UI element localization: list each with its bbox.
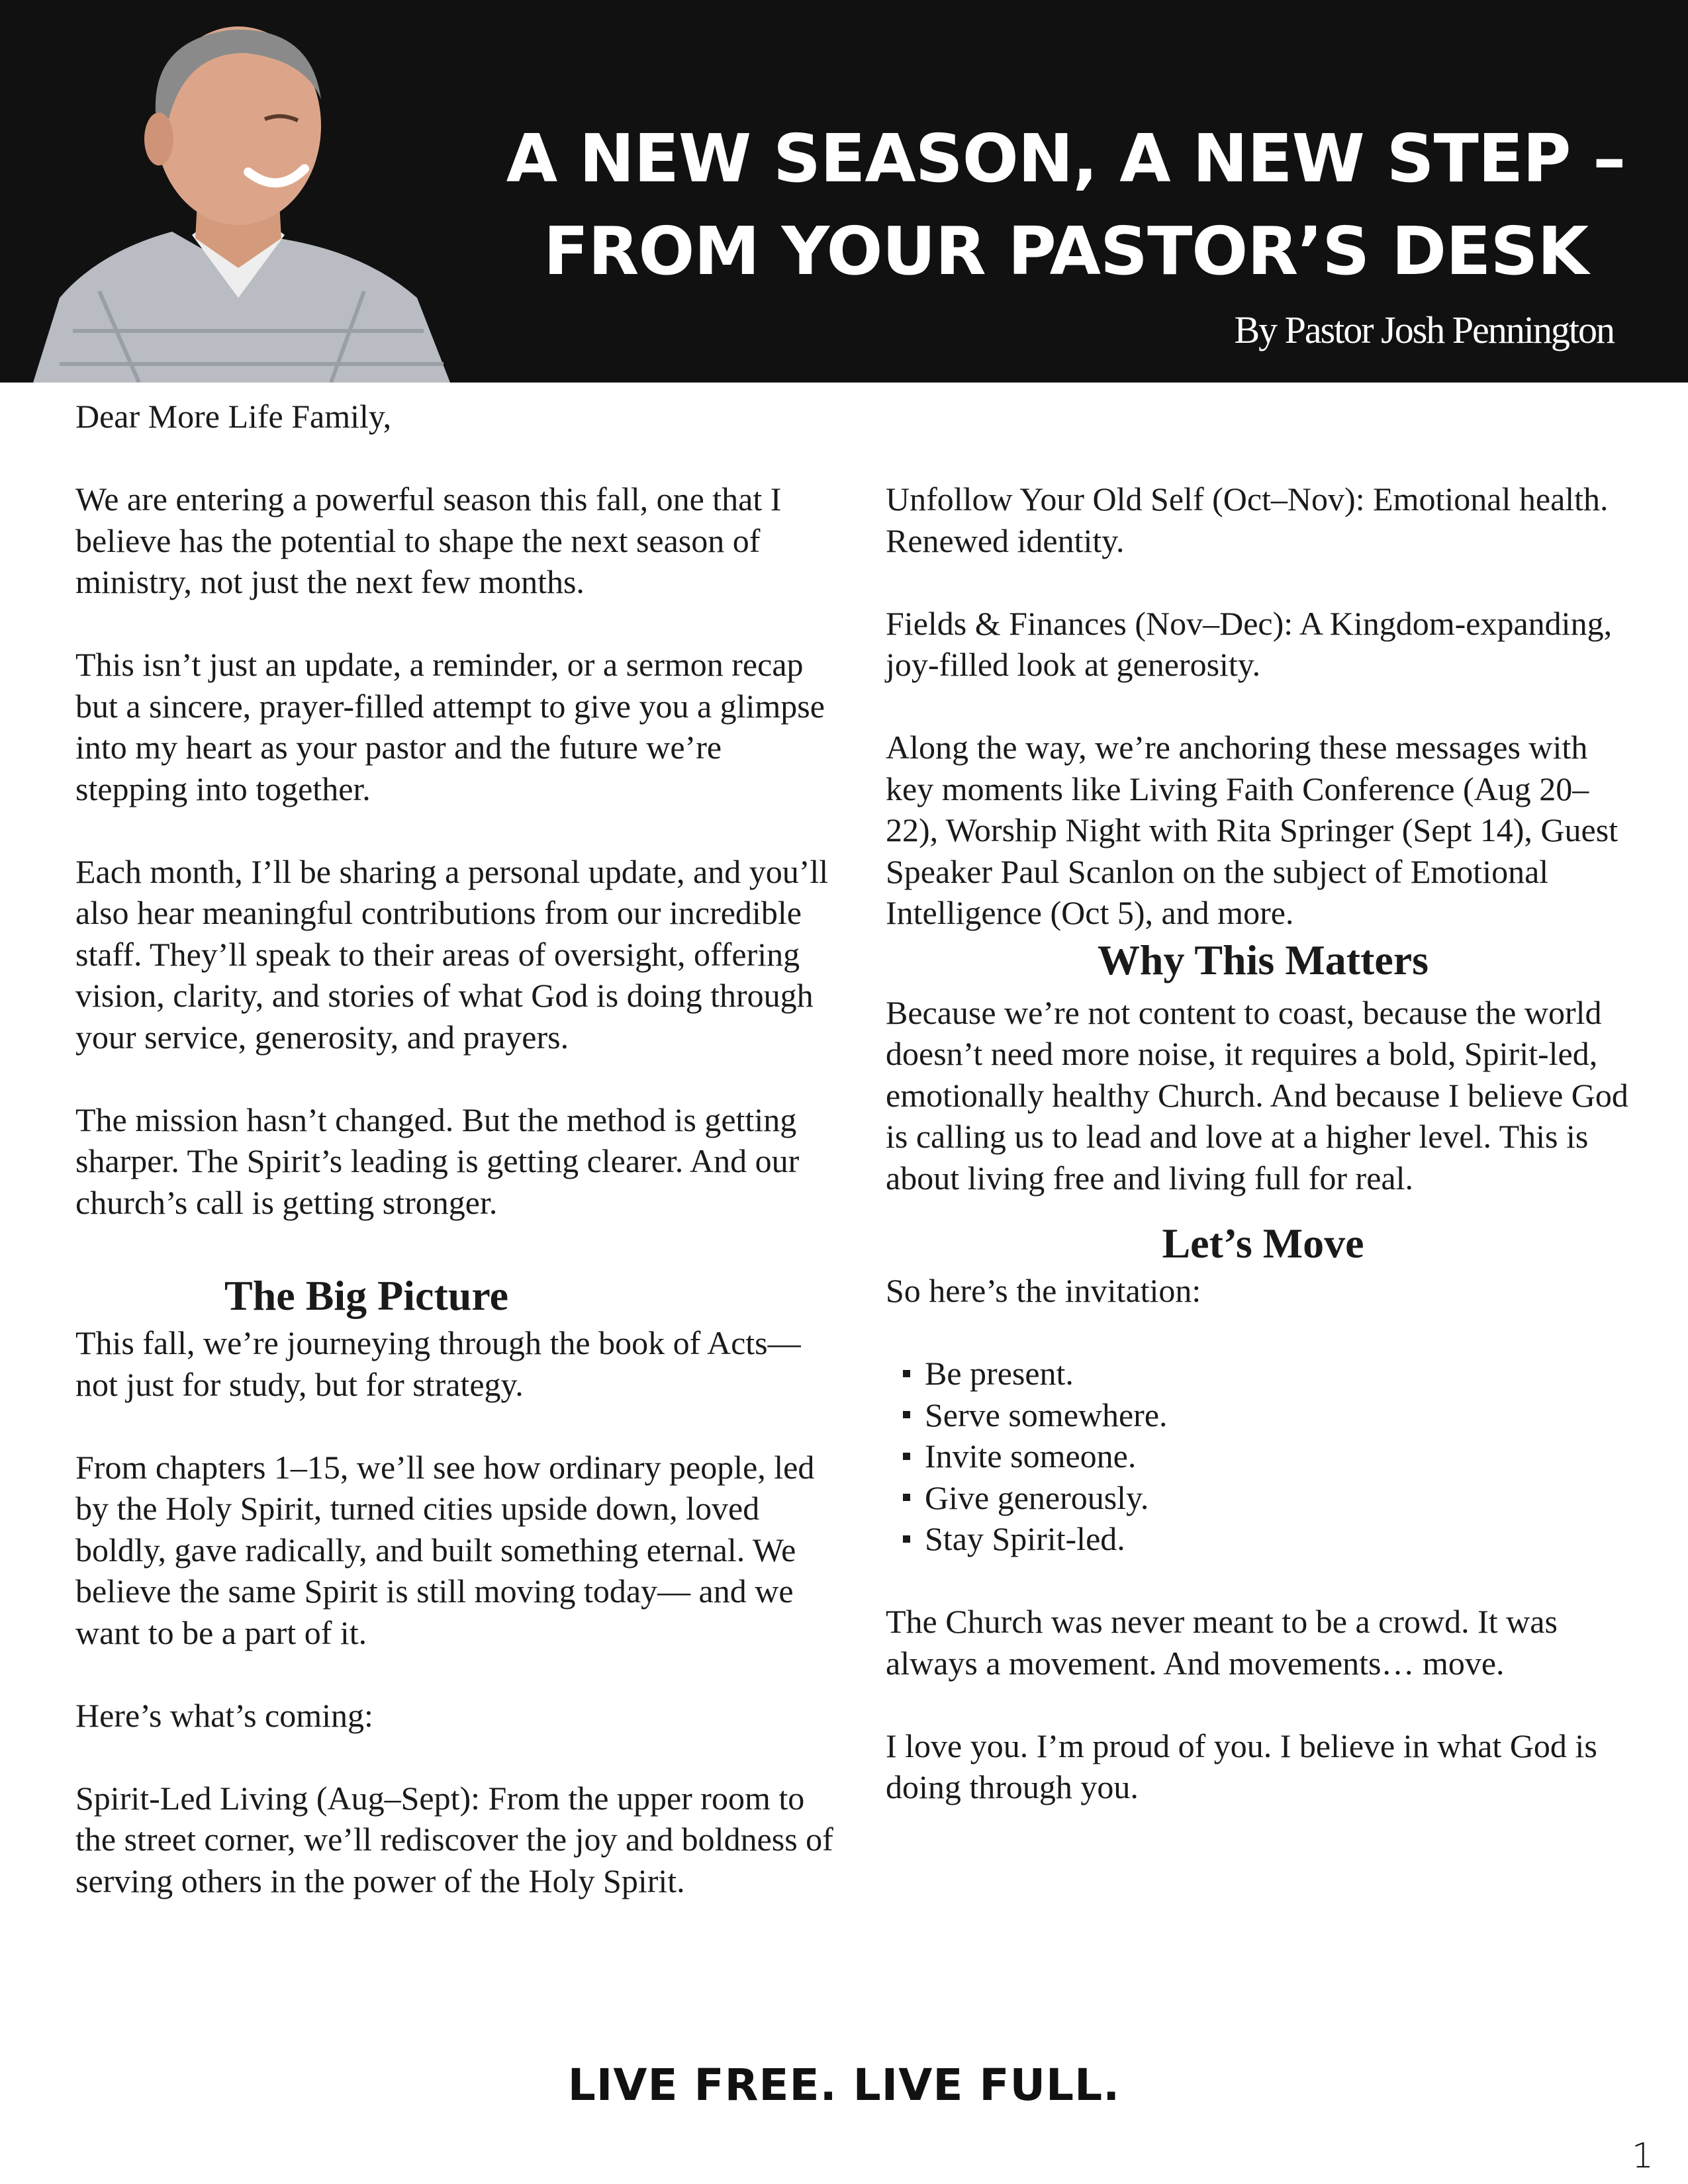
paragraph: Fields & Finances (Nov–Dec): A Kingdom-expanding, joy-filled look at generosity. [886,604,1613,683]
author-byline: By Pastor Josh Pennington [1234,308,1614,351]
section-heading-lets-move: Let’s Move [1162,1220,1364,1267]
list-item [886,1477,1640,1519]
page-number: 1 [1631,2136,1654,2176]
paragraph: Here’s what’s coming: [75,1696,373,1734]
section-heading-why-this-matters: Why This Matters [1097,936,1429,983]
list-item-text: Give generously. [925,1479,1149,1516]
footer-tagline: LIVE FREE. LIVE FULL. [567,2060,1121,2111]
square-bullet-icon [903,1411,910,1418]
paragraph: Each month, I’ll be sharing a personal update, and you’ll also hear meaningful contributions from our incredible staff. They’ll speak to their areas of oversight, offering vision, clarity, and stories of what God is doing through your service, generosity, and prayers. [75,852,829,1056]
square-bullet-icon [903,1370,910,1377]
paragraph: This isn’t just an update, a reminder, or a sermon recap but a sincere, prayer-filled attempt to give you a glimpse into my heart as your pastor and the future we’re stepping into together. [75,646,825,807]
paragraph: Because we’re not content to coast, because the world doesn’t need more noise, it requires a bold, Spirit-led, emotionally healthy Church. And because I believe God is calling us to lead and love at a higher level. This is about living free and living full for real. [886,993,1628,1197]
list-item [886,1435,1640,1477]
page-title-line-1: A NEW SEASON, A NEW STEP – [506,120,1626,197]
list-item [886,1394,1640,1436]
left-column [75,478,837,1943]
paragraph: The mission hasn’t changed. But the method is getting sharper. The Spirit’s leading is getting clearer. And our church’s call is getting stronger. [75,1101,800,1221]
square-bullet-icon [903,1453,910,1460]
paragraph: The Church was never meant to be a crowd. It was always a movement. And movements… move. [886,1603,1558,1682]
letter-salutation: Dear More Life Family, [75,398,392,435]
right-column [886,478,1640,1849]
list-item [886,1518,1640,1560]
square-bullet-icon [903,1494,910,1501]
section-heading-big-picture: The Big Picture [224,1272,508,1319]
list-item-text: Serve somewhere. [925,1396,1168,1433]
paragraph: Unfollow Your Old Self (Oct–Nov): Emotional health. Renewed identity. [886,480,1609,559]
pastor-portrait [20,13,463,383]
list-item-text: Be present. [925,1355,1074,1392]
paragraph: Spirit-Led Living (Aug–Sept): From the upper room to the street corner, we’ll rediscover the joy and boldness of serving others in the power of the Holy Spirit. [75,1779,833,1899]
page-title-line-2: FROM YOUR PASTOR’S DESK [543,212,1588,290]
paragraph: From chapters 1–15, we’ll see how ordinary people, led by the Holy Spirit, turned cities upside down, loved boldly, gave radically, and built something eternal. We believe the same Spirit is still moving today— and we want to be a part of it. [75,1448,815,1651]
list-item [886,1353,1640,1394]
list-item-text: Stay Spirit-led. [925,1520,1125,1557]
paragraph: This fall, we’re journeying through the book of Acts—not just for study, but for strategy. [75,1324,801,1403]
paragraph: I love you. I’m proud of you. I believe in what God is doing through you. [886,1727,1597,1805]
square-bullet-icon [903,1535,910,1543]
paragraph: Along the way, we’re anchoring these messages with key moments like Living Faith Conference (Aug 20–22), Worship Night with Rita Springer (Sept 14), Guest Speaker Paul Scanlon on the subject of Emotional Intelligence (Oct 5), and more. [886,729,1618,931]
invitation-list [886,1353,1640,1560]
list-item-text: Invite someone. [925,1437,1137,1475]
paragraph: We are entering a powerful season this fall, one that I believe has the potential to shape the next season of ministry, not just the next few months. [75,480,782,600]
paragraph: So here’s the invitation: [886,1272,1201,1309]
